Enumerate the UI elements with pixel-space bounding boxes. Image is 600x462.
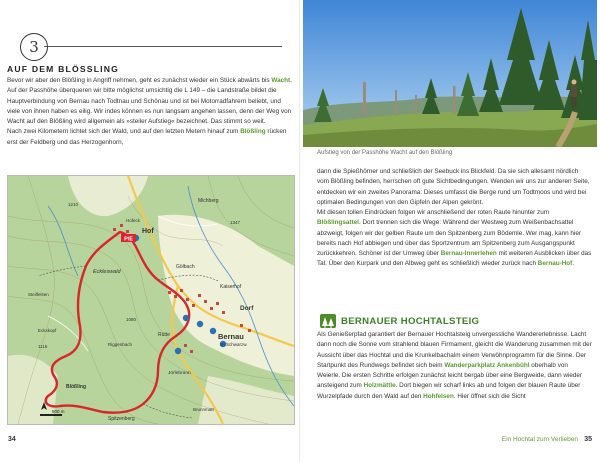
trees-icon: [320, 314, 336, 328]
map-label: Jörlebrunn: [168, 371, 191, 376]
text-run: rücken erst der Feldberg und das Herzogenhorn,: [7, 128, 287, 146]
map-label: Dorf: [240, 305, 254, 312]
right-body-text-2: [317, 330, 592, 402]
right-page: [300, 0, 600, 462]
text-run: . Hier öffnet sich die Sicht: [453, 392, 526, 400]
paragraph: [7, 76, 293, 127]
highlighted-place-name: Bernau-Hof: [537, 260, 573, 268]
map-label: 1116: [38, 344, 48, 349]
highlighted-place-name: Wanderparkplatz Ankenbühl: [444, 361, 530, 369]
map-label: Blößling: [66, 384, 86, 390]
map-label: Brunnmatt: [193, 407, 214, 412]
highlighted-place-name: Blößling: [240, 128, 266, 136]
map-label: Bernau: [218, 332, 244, 341]
text-run: .: [572, 260, 575, 268]
map-label: Hofeck: [126, 218, 141, 223]
paragraph: [7, 127, 293, 148]
text-run: . Dort trennen sich die Wege: Während der Westweg zum Weißenbachsattel abzweigt, folgen wir der gelben Raute um den Spitzenberg zum Bödemle. Wer mag, kann hier bereits nach Hof abbiegen und über das Sportzentrum am Spitzenberg zum Ausgangspunkt zurückkehren. Schöner ist der Umweg über: [317, 219, 581, 257]
text-run: dann die Spießhörner und schließlich der Seebuck ins Blickfeld. Da sie sich allesamt nördlich vom Blößling befinden, herrschen oft gute Sichtbedingungen. Wenden wir uns zur anderen Seite, entdecken wir ein zweites Panorama: Dieses umfasst die Berge rund um Todtmoos und wird bei optimalen Bedingungen von den Gipfeln der Alpen gekrönt.: [317, 168, 590, 206]
map-label: Gölbach: [176, 264, 195, 270]
map-label: 1210: [68, 202, 79, 207]
step-number: 3: [29, 38, 39, 56]
page-number-right: 35: [584, 436, 592, 443]
map-label: Kaiserhof: [220, 284, 242, 290]
map-label: Eckleswald: [93, 269, 121, 275]
map-label: 1347: [230, 220, 241, 225]
paragraph: [317, 167, 592, 208]
map-label: Rütte: [158, 332, 170, 338]
highlighted-place-name: Blößlingsattel: [317, 219, 359, 227]
route-badge: P/E: [124, 236, 133, 243]
text-run: Mit diesen tollen Eindrücken folgen wir anschließend der roten Raute hinunter zum: [317, 209, 550, 216]
scale-label: 500 m: [52, 409, 65, 414]
photo-caption: Aufstieg von der Passhöhe Wacht auf den Blößling: [317, 150, 453, 156]
text-run: mit weiteren Ausblicken über das Tal. Über den Kurpark und den Albweg geht es schließlich wieder zurück nach: [317, 250, 592, 268]
running-head: Ein Hochtal zum Verlieben: [501, 436, 578, 443]
left-body-text: [7, 76, 293, 148]
text-run: Nach zwei Kilometern lichtet sich der Wald, und auf den letzten Metern hinauf zum: [7, 128, 241, 136]
highlighted-place-name: Wacht: [271, 77, 291, 84]
map-label: Riggenbach: [108, 342, 133, 347]
landscape-photo: [303, 0, 597, 147]
step-number-circle: [20, 33, 48, 61]
right-body-text: [317, 167, 592, 270]
text-run: oberhalb von Weierle. Die ersten Schritte erfolgen zunächst leicht bergab über eine Bergweide, dann wieder ansteigend zum: [317, 361, 583, 390]
text-run: Als Genießerpfad garantiert der Bernauer Hochtalsteig unvergessliche Wandererlebnisse. Lacht dann noch die Sonne vom strahlend blauen Firmament, gleicht die Wanderung zusammen mit der Aussicht über das Hochtal und die Krunkelbachalm einem Verwöhnprogramm für die Sinne. Der Startpunkt des Rundwegs befindet sich beim: [317, 331, 592, 369]
paragraph: [317, 330, 592, 402]
paragraph: [317, 208, 592, 270]
map-label: im Schwarzw.: [220, 342, 248, 347]
page-number-left: 34: [8, 436, 16, 443]
map-label: Michberg: [198, 198, 219, 204]
text-run: . Auf der Passhöhe überqueren wir bitte möglichst umsichtig die L 149 – die Landstraße bildet die Hauptverbindung von Bernau nach Todtnau und Schönau und ist bei Motorradfahrern beliebt, und viele von ihnen haben es eilig. Wir indes können es nun langsam angehen lassen, denn der Weg von Wacht auf den Blößling wird allgemein als »steiler Aufstieg« bezeichnet. Das stimmt so weit.: [7, 77, 292, 125]
text-run: Bevor wir aber den Blößling in Angriff nehmen, geht es zunächst wieder ein Stück abwärts bis: [7, 77, 272, 84]
map-label: Spitzenberg: [108, 416, 135, 422]
map-label: Eckskopf: [38, 328, 57, 333]
text-run: . Dort biegen wir scharf links ab und folgen der blauen Raute über Wurzelpfade durch den Wald auf den: [317, 382, 581, 400]
map-label: 1080: [126, 317, 137, 322]
divider-line: [44, 46, 282, 47]
highlighted-place-name: Holzmättle: [363, 382, 396, 390]
map-label: Hof: [142, 228, 154, 235]
highlighted-place-name: Bernau-Innerlehen: [440, 250, 497, 257]
section-subheading: [320, 314, 479, 328]
map-label: Steilfelsen: [28, 292, 49, 297]
section-title: AUF DEM BLÖSSLING: [7, 64, 120, 74]
subheading-text: BERNAUER HOCHTALSTEIG: [341, 315, 480, 327]
highlighted-place-name: Hohfelsen: [423, 392, 454, 400]
route-map: [7, 175, 295, 425]
